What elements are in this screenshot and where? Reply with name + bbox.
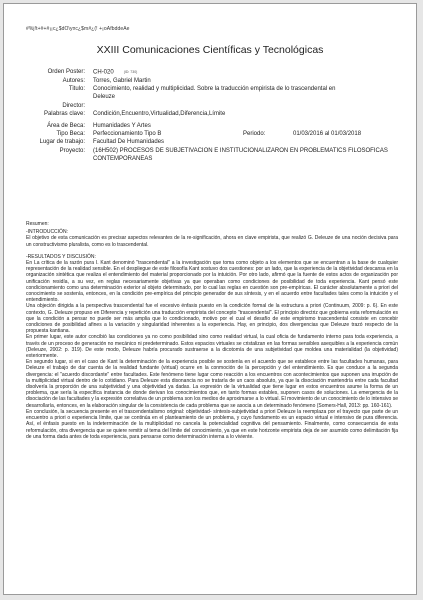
keywords-value: Condición,Encuentro,Virtualidad,Diferencia,Límite <box>93 110 226 117</box>
abstract-body <box>26 221 398 440</box>
body-paragraph: En segundo lugar, si en el caso de Kant la determinación de la experiencia posible se sostenía en el acuerdo que se establece entre las facultades humanas, para Deleuze el trabajo de dar cuenta de la realidad fundante (virtual) ocurre en la conmoción de la percepción y del entendimiento. Es que conduce a la segunda divergencia: el "acuerdo discordante" entre facultades. Este fenómeno tiene lugar como reacción a los encuentros con acontecimientos que suponen una irrupción de la multiplicidad virtual dentro de lo cotidiano. Para Deleuze esta disonancia no se trataría de un caos absoluto, ya que la disociación mantendría entre cada facultad disolvería la proporción de una subjetividad y una objetividad ya dadas. La expresión de la virtualidad que tiene lugar en estos encuentros asume la forma de un problema, que sería la específica instancia de donde derivan los conocimientos que, en tanto formas estables, suponen casos de soluciones. La emergencia de la disociación de las facultades y la expresión correlativa de un problema son los medios de aproximarse a lo virtual. El movimiento de un conocimiento de lo intensivo se desarrollaría, entonces, en la elaboración singular de la consistencia de cada problema que se asocia a un determinado fenómeno (Somers-Hall, 2013: pp. 160-161). <box>26 359 398 409</box>
authors-value: Torres, Gabriel Martin <box>93 77 151 84</box>
body-paragraph: En conclusión, la secuencia presente en el trascendentalismo original: objetividad- síntesis-subjetividad a priori Deleuze la reemplaza por el trayecto que parte de un encuentro a priori o experiencia límite, que se continúa en el planteamiento de un problema, y cuyo fundamento es un espacio virtual e intensivo de pura diferencia. Así, el énfasis puesto en la indeterminación de la multiplicidad no cancela la potencialidad cognitiva del pensamiento. Finalmente, como consecuencia de esta reformulación, otra divergencia que se quiere remitir al tema del límite del conocimiento, ya que en este horizonte empirista deja de ser asumido como delimitación fija de una forma dada antes de toda experiencia, para pensarse como determinación interna a lo viviente. <box>26 408 398 440</box>
beca-label: Tipo Beca: <box>56 131 85 138</box>
order-row <box>18 68 402 77</box>
document-code-line: #%j!t+#+#¡¡c¿$dO\y¤c¿$m#¿(! +¡oAfbddeAe <box>26 26 130 32</box>
keywords-label: Palabras clave: <box>43 110 85 117</box>
body-paragraph: Una objeción dirigida a la perspectiva trascendental fue el excesivo énfasis puesto en la condición formal de la estructura a priori (Continuum, 2009: p. 6). En este contexto, G. Deleuze propuso en Diferencia y repetición una traducción empirista del concepto "trascendental". El principio directriz que gobierna esta reformulación es que la condición a pensar no puede ser más amplia que lo condicionado, motivo por el cual el desafío de este empirismo trascendental consiste en concebir condiciones de posibilidad afines a la variación y singularidad inherentes a la experiencia. Hay, en principio, dos divergencias que Deleuze trazó respecto de la propuesta kantiana. <box>26 303 398 335</box>
workplace-value: Facultad De Humanidades <box>93 139 165 146</box>
period-label: Periodo: <box>243 131 266 138</box>
body-paragraph: El objetivo de esta comunicación es precisar aspectos relevantes de la re-significación, ahora en clave empirista, que realizó G. Deleuze de una noción decisiva para un constructivismo pluralista, como es lo trascendental. <box>26 235 398 248</box>
director-label: Director: <box>62 102 85 109</box>
body-paragraph: En La crítica de la razón pura I. Kant denominó "trascendental" a la investigación que toma como objeto a los elementos que se encuentran a la base de cualquier representación de la realidad sensible. En el despliegue de este filosofía Kant sostuvo dos cuestiones: por un lado, que la experiencia de la objetividad descansa en la organización sintética que realiza el entendimiento del material proporcionado por la intuición. Por otro lado, afirmó que la fuente de estos actos de organización por unificación residía, a su vez, en reglas necesariamente objetivas ya que operaban como condiciones de posibilidad de toda experiencia. Kant pensó este condicionamiento como una determinación exterior al objeto determinado, por lo cual las reglas en cuestión son pre-empíricas. El carácter absolutamente a priori del conocimiento se sostenía, entonces, en la condición pre-empírica del principio generador de sus síntesis, y en el acuerdo entre facultades tales como la intuición y el entendimiento. <box>26 260 398 304</box>
conference-title: XXIII Comunicaciones Científicas y Tecnológicas <box>96 44 324 56</box>
area-label: Área de Beca: <box>46 122 85 129</box>
period-value: 01/03/2016 al 01/03/2018 <box>293 131 362 138</box>
authors-label: Autores: <box>62 77 85 84</box>
title-value-line1: Conocimiento, realidad y multiplicidad. Sobre la traducción empirista de lo trascendental en <box>93 86 336 93</box>
workplace-row <box>18 138 402 146</box>
beca-row <box>18 130 402 138</box>
keywords-row <box>18 110 402 118</box>
title-value-line2: Deleuze <box>93 94 116 101</box>
poster-metadata <box>18 68 402 163</box>
area-value: Humanidades Y Artes <box>93 122 151 129</box>
workplace-label: Lugar de trabajo: <box>39 139 85 146</box>
project-label: Proyecto: <box>59 147 85 154</box>
title-label: Titulo: <box>68 86 85 93</box>
order-label: Orden Poster: <box>47 69 85 75</box>
project-value-line1: (16H502) PROCESOS DE SUBJETIVACION E INSTITUCIONALIZARON EN PROBLEMATICS FILOSOFICAS <box>93 147 388 154</box>
abstract-heading: Resumen: <box>26 221 49 227</box>
director-value <box>93 102 402 110</box>
order-value: CH-020 <box>93 69 114 76</box>
section-heading-results: -RESULTADOS Y DISCUSIÓN: <box>26 253 96 260</box>
area-row <box>18 122 402 130</box>
section-heading-introduction: -INTRODUCCIÓN: <box>26 229 68 236</box>
director-row <box>18 102 402 110</box>
document-page <box>3 3 417 595</box>
order-id-note: (ID: 730) <box>123 70 138 74</box>
authors-row <box>18 77 402 85</box>
project-value-line2: CONTEMPORANEAS <box>93 155 153 162</box>
title-row <box>18 85 402 101</box>
beca-value: Perfeccionamiento Tipo B <box>93 131 162 138</box>
body-paragraph: En primer lugar, este autor concibió las condiciones ya no como posibilidad sino como realidad virtual, la cual oficia de fundamento interno para toda experiencia, a través de un proceso de generación no mecánico ni predeterminado. Estos espacios virtuales se cristalizan en las formas sensibles asequibles a la experiencia común (Deleuze, 2002: p. 319). De este modo, Deleuze habría procurado sustraerse a la dicotomía de una subjetividad que moldea una materialidad (la objetividad) exteriormente. <box>26 334 398 360</box>
project-row <box>18 147 402 163</box>
